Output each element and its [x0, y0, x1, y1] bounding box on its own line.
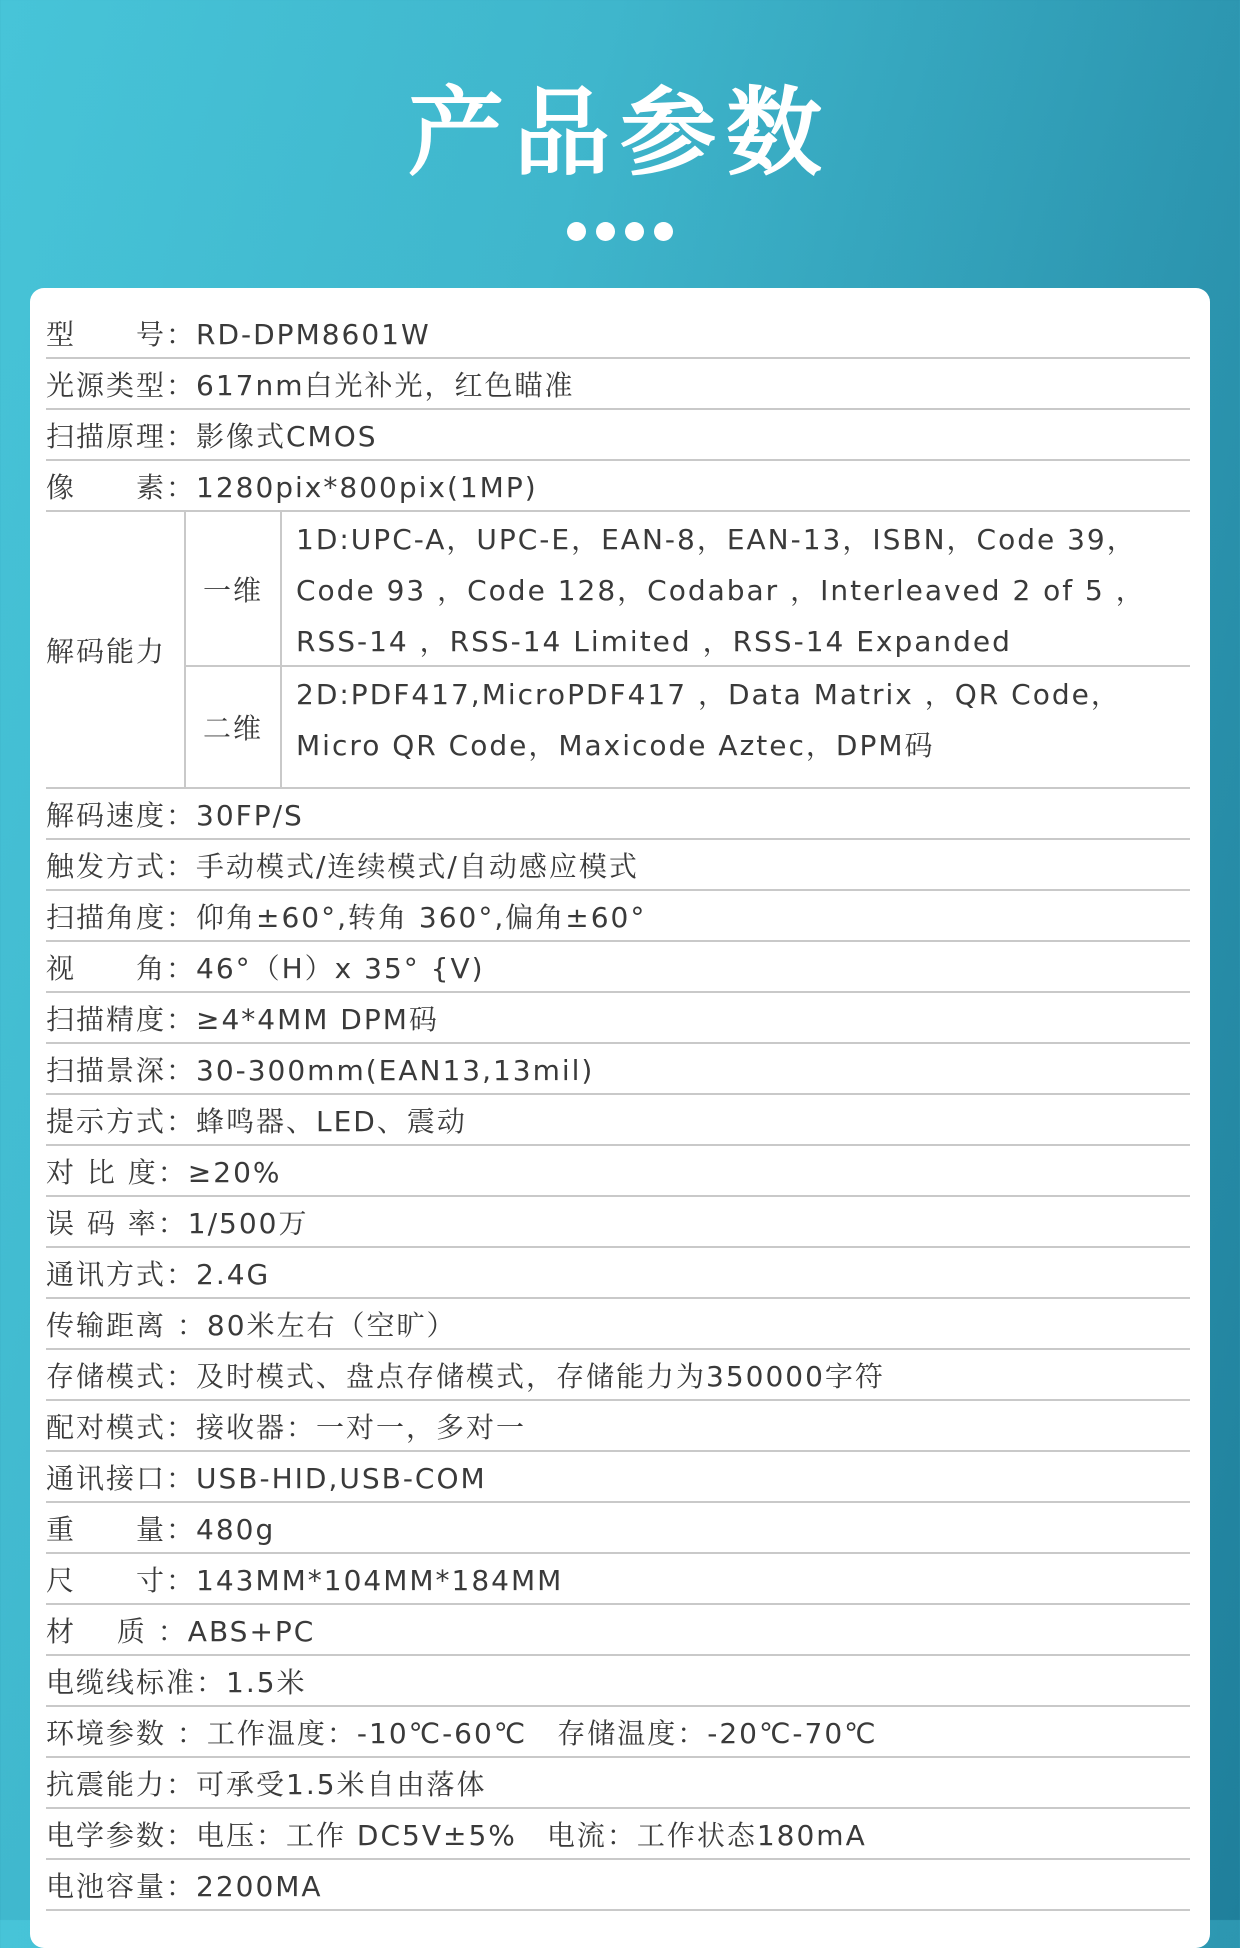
page-title: 产品参数	[408, 77, 832, 189]
dot-icon	[625, 222, 644, 241]
spec-row-electrical: 电学参数：电压：工作 DC5V±5% 电流：工作状态180mA	[46, 1809, 1190, 1860]
decode-2d-line: 2D:PDF417,MicroPDF417 ，Data Matrix ，QR Code，	[296, 678, 1121, 711]
decode-2d-label: 二维	[186, 667, 282, 787]
decode-1d-text	[282, 512, 1190, 665]
spec-row-communication: 通讯方式：2.4G	[46, 1248, 1190, 1299]
dot-icon	[654, 222, 673, 241]
spec-row-weight: 重 量：480g	[46, 1503, 1190, 1554]
spec-row-decode-speed: 解码速度：30FP/S	[46, 789, 1190, 840]
spec-row-scan-precision: 扫描精度：≥4*4MM DPM码	[46, 993, 1190, 1044]
spec-table	[46, 308, 1190, 1911]
decode-1d-line: 1D:UPC-A，UPC-E，EAN-8，EAN-13，ISBN，Code 39，	[296, 523, 1137, 556]
decode-2d-row	[186, 667, 1190, 787]
dot-icon	[567, 222, 586, 241]
spec-row-environment: 环境参数 ：工作温度：-10℃-60℃ 存储温度：-20℃-70℃	[46, 1707, 1190, 1758]
decode-2d-text	[282, 667, 1190, 787]
spec-row-pixels: 像 素：1280pix*800pix(1MP)	[46, 461, 1190, 512]
decode-capability-label: 解码能力	[46, 512, 186, 787]
spec-row-feedback: 提示方式：蜂鸣器、LED、震动	[46, 1095, 1190, 1146]
spec-row-field-of-view: 视 角：46°（H）x 35° {V)	[46, 942, 1190, 993]
spec-row-interface: 通讯接口：USB-HID,USB-COM	[46, 1452, 1190, 1503]
spec-row-model: 型 号：RD-DPM8601W	[46, 308, 1190, 359]
decode-capability-block	[46, 512, 1190, 789]
spec-row-contrast: 对 比 度：≥20%	[46, 1146, 1190, 1197]
decode-1d-line: Code 93 ，Code 128，Codabar ，Interleaved 2 of 5 ，	[296, 574, 1146, 607]
spec-row-error-rate: 误 码 率：1/500万	[46, 1197, 1190, 1248]
spec-row-storage-mode: 存储模式：及时模式、盘点存储模式，存储能力为350000字符	[46, 1350, 1190, 1401]
spec-row-shock-resistance: 抗震能力：可承受1.5米自由落体	[46, 1758, 1190, 1809]
spec-row-light-source: 光源类型：617nm白光补光，红色瞄准	[46, 359, 1190, 410]
spec-row-trigger-mode: 触发方式：手动模式/连续模式/自动感应模式	[46, 840, 1190, 891]
spec-row-pairing-mode: 配对模式：接收器：一对一，多对一	[46, 1401, 1190, 1452]
decode-capability-body	[186, 512, 1190, 787]
spec-row-battery: 电池容量：2200MA	[46, 1860, 1190, 1911]
spec-row-scan-principle: 扫描原理：影像式CMOS	[46, 410, 1190, 461]
decode-1d-line: RSS-14 ，RSS-14 Limited ，RSS-14 Expanded	[296, 625, 1012, 658]
decode-1d-label: 一维	[186, 512, 282, 665]
spec-row-depth-of-field: 扫描景深：30-300mm(EAN13,13mil)	[46, 1044, 1190, 1095]
decode-1d-row	[186, 512, 1190, 667]
dot-icon	[596, 222, 615, 241]
spec-row-material: 材 质 ：ABS+PC	[46, 1605, 1190, 1656]
spec-card	[30, 288, 1210, 1948]
decode-2d-line: Micro QR Code，Maxicode Aztec，DPM码	[296, 729, 935, 762]
spec-row-dimensions: 尺 寸：143MM*104MM*184MM	[46, 1554, 1190, 1605]
spec-row-scan-angle: 扫描角度：仰角±60°,转角 360°,偏角±60°	[46, 891, 1190, 942]
decorative-dots	[0, 222, 1240, 241]
spec-row-transmission-distance: 传输距离 ：80米左右（空旷）	[46, 1299, 1190, 1350]
spec-row-cable: 电缆线标准：1.5米	[46, 1656, 1190, 1707]
